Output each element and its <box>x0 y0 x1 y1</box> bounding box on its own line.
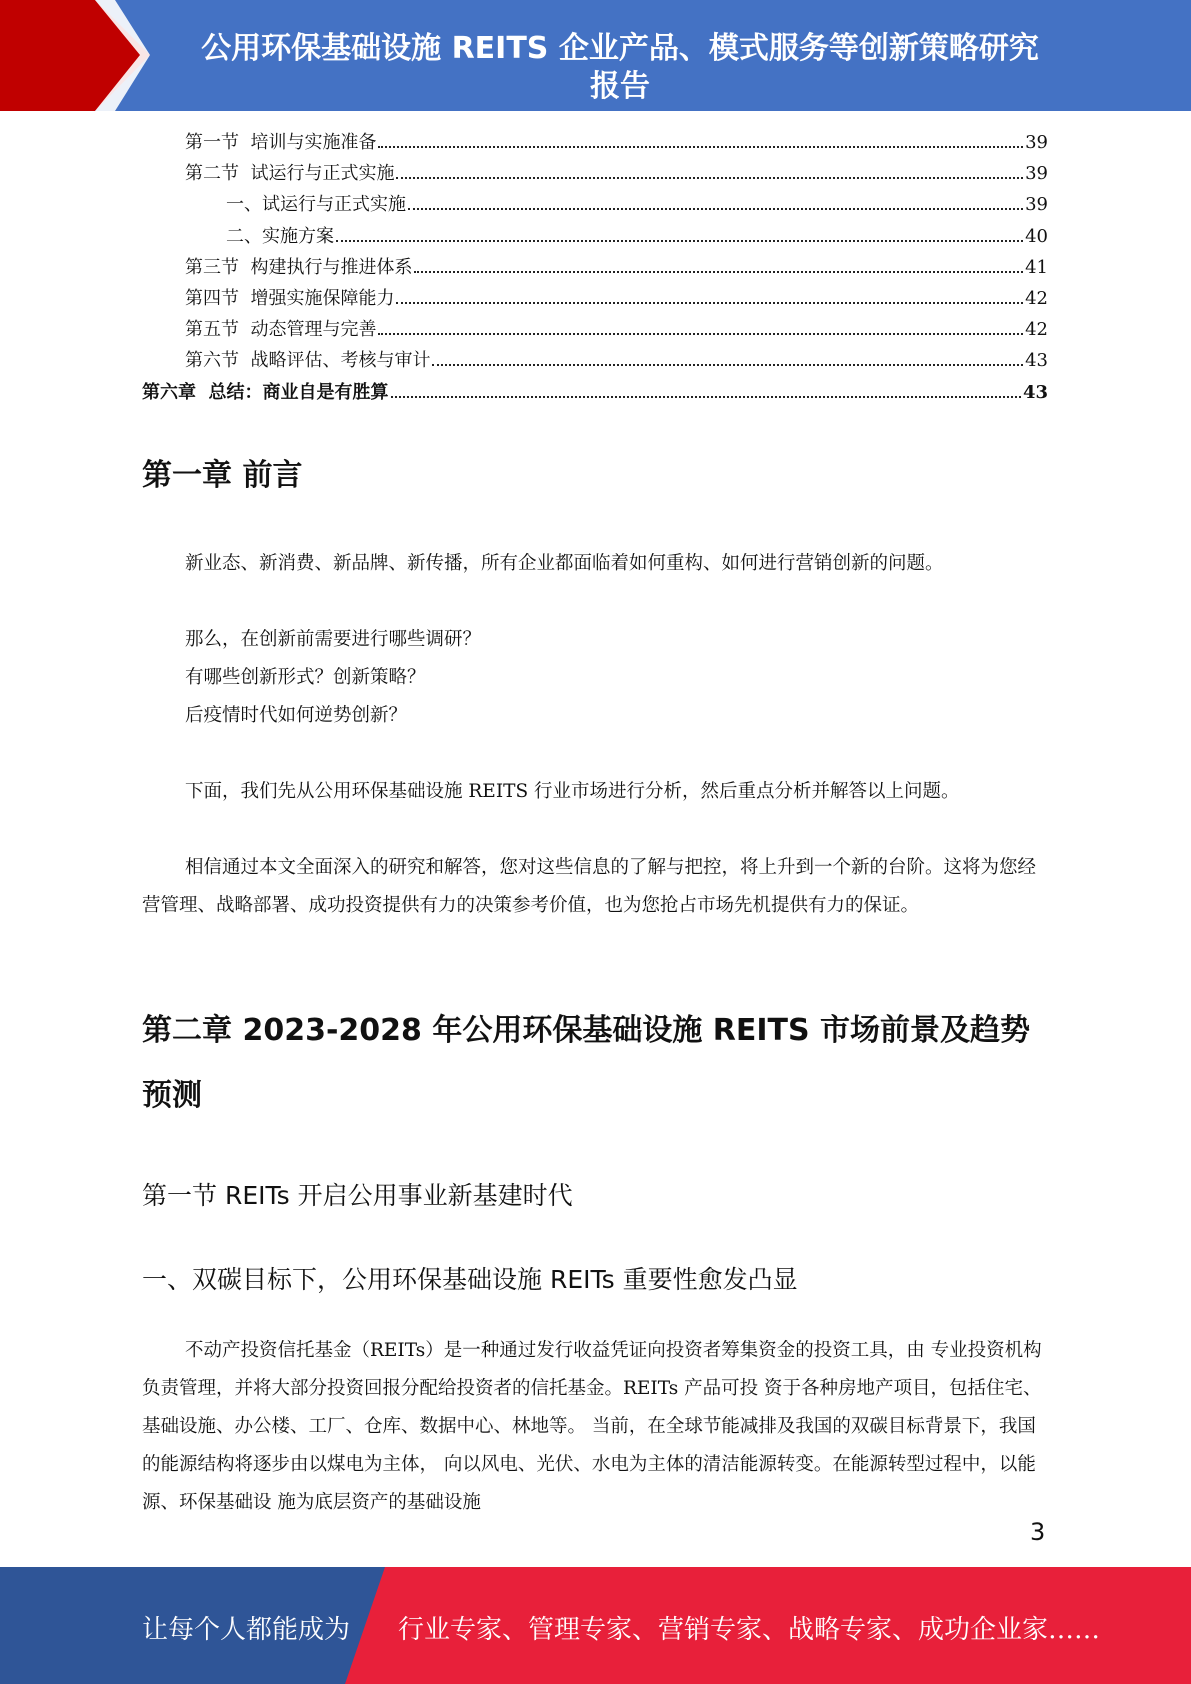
header-chevron-decoration <box>0 0 160 111</box>
chapter1-paragraph: 新业态、新消费、新品牌、新传播，所有企业都面临着如何重构、如何进行营销创新的问题。 <box>185 553 944 574</box>
document-title-line2: 报告 <box>590 69 650 104</box>
toc-entry-text: 第六章 总结：商业自是有胜算 <box>142 381 389 403</box>
chapter1-heading: 第一章 前言 <box>142 458 303 493</box>
toc-leader <box>378 146 1023 148</box>
chapter1-paragraph: 下面，我们先从公用环保基础设施 REITS 行业市场进行分析，然后重点分析并解答以上问题。 <box>185 781 960 802</box>
chapter1-question: 那么，在创新前需要进行哪些调研？ <box>185 629 482 650</box>
toc-chapter-entry[interactable] <box>142 378 1048 409</box>
chapter1-question: 有哪些创新形式？创新策略？ <box>185 667 426 688</box>
toc-entry-text: 第五节 动态管理与完善 <box>185 319 377 341</box>
table-of-contents <box>142 128 1048 409</box>
toc-entry[interactable] <box>142 346 1048 377</box>
footer-slogan-left: 让每个人都能成为 <box>142 1615 351 1645</box>
section-heading: 第一节 REITs 开启公用事业新基建时代 <box>142 1181 573 1210</box>
toc-entry[interactable] <box>142 315 1048 346</box>
footer-banner <box>0 1567 1191 1684</box>
header-banner <box>0 0 1191 111</box>
toc-page-number: 43 <box>1022 381 1048 403</box>
toc-entry-text: 第一节 培训与实施准备 <box>185 132 377 153</box>
page-number: 3 <box>1030 1518 1046 1546</box>
subsection-heading: 一、双碳目标下，公用环保基础设施 REITs 重要性愈发凸显 <box>142 1265 798 1294</box>
toc-leader <box>396 302 1023 304</box>
toc-entry-text: 第四节 增强实施保障能力 <box>185 287 395 309</box>
toc-entry[interactable] <box>142 159 1048 190</box>
footer-slogan-right: 行业专家、管理专家、营销专家、战略专家、成功企业家…… <box>398 1615 1101 1645</box>
chapter2-heading-line1: 第二章 2023-2028 年公用环保基础设施 REITS 市场前景及趋势 <box>142 1013 1031 1048</box>
toc-page-number: 43 <box>1025 350 1048 372</box>
toc-page-number: 39 <box>1025 163 1048 185</box>
toc-entry-text: 一、试运行与正式实施 <box>226 194 406 216</box>
toc-page-number: 41 <box>1025 256 1048 278</box>
toc-leader <box>414 271 1023 273</box>
toc-entry[interactable] <box>142 128 1048 159</box>
toc-page-number: 42 <box>1025 287 1048 309</box>
document-title <box>150 30 1090 106</box>
toc-entry[interactable] <box>142 253 1048 284</box>
toc-entry-text: 第三节 构建执行与推进体系 <box>185 256 413 278</box>
chapter2-heading-line2: 预测 <box>142 1078 202 1113</box>
chapter1-paragraph: 相信通过本文全面深入的研究和解答，您对这些信息的了解与把控，将上升到一个新的台阶。这将为您经营管理、战略部署、成功投资提供有力的决策参考价值，也为您抢占市场先机提供有力的保证。 <box>142 857 1037 916</box>
toc-entry-text: 第六节 战略评估、考核与审计 <box>185 350 431 372</box>
toc-leader <box>391 396 1021 398</box>
toc-leader <box>336 240 1023 242</box>
toc-page-number: 39 <box>1025 194 1048 216</box>
toc-page-number: 42 <box>1025 319 1048 341</box>
document-title-line1: 公用环保基础设施 REITS 企业产品、模式服务等创新策略研究 <box>201 31 1039 66</box>
toc-leader <box>396 177 1023 179</box>
toc-page-number: 39 <box>1025 132 1048 153</box>
toc-entry-text: 第二节 试运行与正式实施 <box>185 163 395 185</box>
chapter2-paragraph: 不动产投资信托基金（REITs）是一种通过发行收益凭证向投资者筹集资金的投资工具，由 专业投资机构负责管理，并将大部分投资回报分配给投资者的信托基金。REITs 产品可投 资于各种房地产项目，包括住宅、基础设施、办公楼、工厂、仓库、数据中心、林地等。 当前，在全球节能减排及我国的双碳目标背景下，我国的能源结构将逐步由以煤电为主体， 向以风电、光伏、水电为主体的清洁能源转变。在能源转型过程中，以能源、环保基础设 施为底层资产的基础设施 <box>142 1340 1042 1513</box>
toc-leader <box>378 333 1023 335</box>
toc-entry[interactable] <box>142 190 1048 221</box>
chapter1-question: 后疫情时代如何逆势创新？ <box>185 705 408 726</box>
toc-entry[interactable] <box>142 222 1048 253</box>
toc-entry-text: 二、实施方案 <box>226 225 334 247</box>
toc-entry[interactable] <box>142 284 1048 315</box>
toc-leader <box>432 364 1023 366</box>
toc-page-number: 40 <box>1025 225 1048 247</box>
toc-leader <box>408 208 1023 210</box>
